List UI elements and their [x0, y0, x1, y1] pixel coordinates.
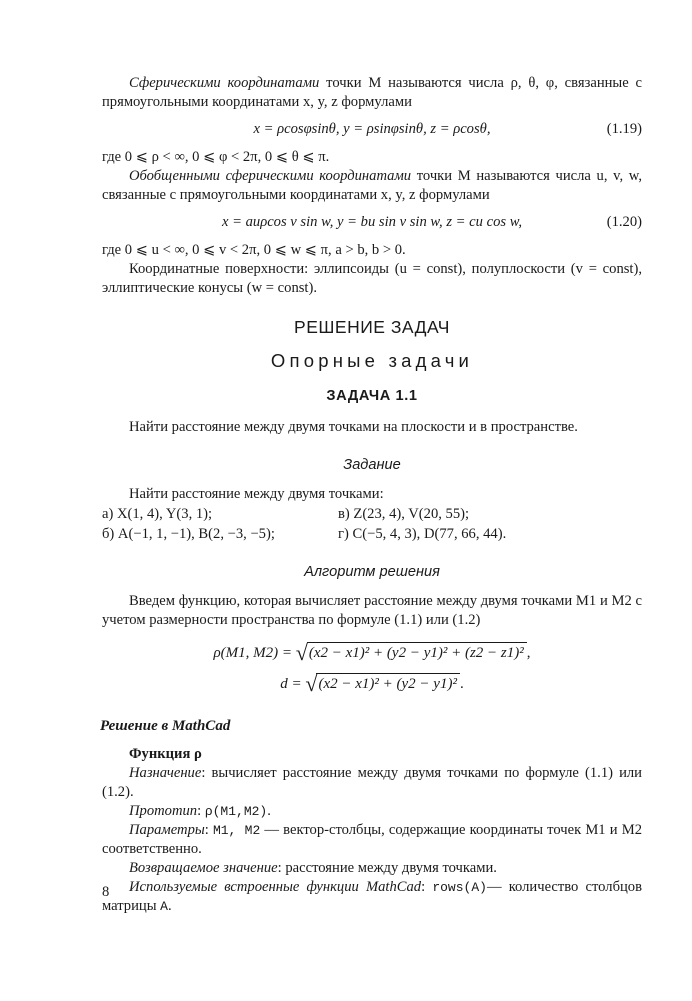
algorithm-text: Введем функцию, которая вычисляет расстояние между двумя точками M1 и M2 с учетом размерности пространства по формуле (1.1) или (1.2) [102, 593, 642, 628]
sqrt-icon: √ [305, 671, 318, 696]
formula-1-19 [102, 118, 642, 142]
paragraph-surfaces: Координатные поверхности: эллипсоиды (u = const), полуплоскости (v = const), эллиптические конусы (w = const). [102, 261, 642, 296]
variant-b: б) A(−1, 1, −1), B(2, −3, −5); [102, 526, 275, 542]
return-line [102, 859, 642, 878]
condition-1-20: где 0 ⩽ u < ∞, 0 ⩽ v < 2π, 0 ⩽ w ⩽ π, a > b, b > 0. [102, 242, 406, 258]
formula-1-19-expr: x = ρcosφsinθ, y = ρsinφsinθ, z = ρcosθ, [253, 121, 491, 137]
term-generalized: Обобщенными сферическими координатами [129, 168, 412, 184]
paragraph-spherical [102, 74, 642, 112]
builtin-text: — количество столбцов матрицы [102, 879, 642, 914]
heading-mathcad: Решение в MathCad [100, 718, 231, 734]
text-spherical: точки M называются числа ρ, θ, φ, связанные с прямоугольными координатами x, y, z формулами [102, 75, 643, 110]
heading-assignment: Задание [343, 457, 401, 473]
builtin-code-matrix: A [160, 899, 168, 914]
formula-1-19-number: (1.19) [606, 121, 642, 137]
formula-d: d = √(x2 − x1)² + (y2 − y1)² . [280, 671, 464, 696]
sqrt-icon: √ [295, 640, 308, 665]
builtin-code: rows(A) [432, 880, 487, 895]
builtin-line: Используемые встроенные функции MathCad: rows(A)— количество столбцов матрицы A. [102, 879, 642, 914]
return-label: Возвращаемое значение [129, 860, 278, 876]
formula-1-20 [102, 211, 642, 235]
params-label: Параметры [129, 822, 205, 838]
formula-rho: ρ(M1, M2) = √(x2 − x1)² + (y2 − y1)² + (z2 − z1)² , [213, 640, 531, 665]
params-text: — вектор-столбцы, содержащие координаты точек M1 и M2 соответственно. [102, 822, 642, 857]
heading-solutions: РЕШЕНИЕ ЗАДАЧ [294, 317, 450, 337]
formula-1-20-number: (1.20) [606, 214, 642, 230]
formula-d-radicand: (x2 − x1)² + (y2 − y1)² [316, 673, 459, 694]
builtin-end: . [167, 898, 172, 914]
purpose-label: Назначение [129, 765, 202, 781]
params-line: Параметры: M1, M2 — вектор-столбцы, содержащие координаты точек M1 и M2 соответственно. [102, 822, 642, 857]
variant-a: а) X(1, 4), Y(3, 1); [102, 506, 213, 522]
paragraph-generalized [102, 167, 642, 205]
heading-basic-tasks: Опорные задачи [270, 350, 474, 371]
task-statement: Найти расстояние между двумя точками на плоскости и в пространстве. [129, 419, 578, 435]
heading-task-1-1: ЗАДАЧА 1.1 [326, 388, 418, 404]
assignment-lead: Найти расстояние между двумя точками: [129, 486, 384, 502]
term-spherical: Сферическими координатами [129, 75, 320, 91]
formula-d-lhs: d = [280, 676, 302, 692]
return-text: : расстояние между двумя точками. [277, 860, 497, 876]
text-generalized: точки M называются числа u, v, w, связанные с прямоугольными координатами x, y, z формулами [102, 168, 642, 203]
prototype-code: ρ(M1,M2) [204, 804, 268, 819]
variant-g: г) C(−5, 4, 3), D(77, 66, 44). [338, 526, 507, 542]
page-number: 8 [102, 884, 110, 900]
prototype-label: Прототип [129, 803, 198, 819]
page-content [102, 74, 642, 916]
formula-1-20-expr: x = auρcos v sin w, y = bu sin v sin w, z = cu cos w, [221, 214, 523, 230]
heading-algorithm: Алгоритм решения [304, 564, 440, 580]
formula-rho-lhs: ρ(M1, M2) = [213, 645, 293, 661]
formula-rho-radicand: (x2 − x1)² + (y2 − y1)² + (z2 − z1)² [307, 642, 527, 663]
prototype-line: Прототип: ρ(M1,M2). [129, 803, 271, 819]
heading-function-rho: Функция ρ [129, 746, 202, 762]
builtin-label: Используемые встроенные функции MathCad [129, 879, 422, 895]
purpose-line [102, 764, 642, 802]
purpose-text: : вычисляет расстояние между двумя точками по формуле (1.1) или (1.2). [102, 765, 642, 800]
params-code: M1, M2 [212, 823, 261, 838]
variant-v: в) Z(23, 4), V(20, 55); [338, 506, 470, 522]
condition-1-19: где 0 ⩽ ρ < ∞, 0 ⩽ φ < 2π, 0 ⩽ θ ⩽ π. [102, 149, 330, 165]
variants-list [102, 504, 642, 544]
